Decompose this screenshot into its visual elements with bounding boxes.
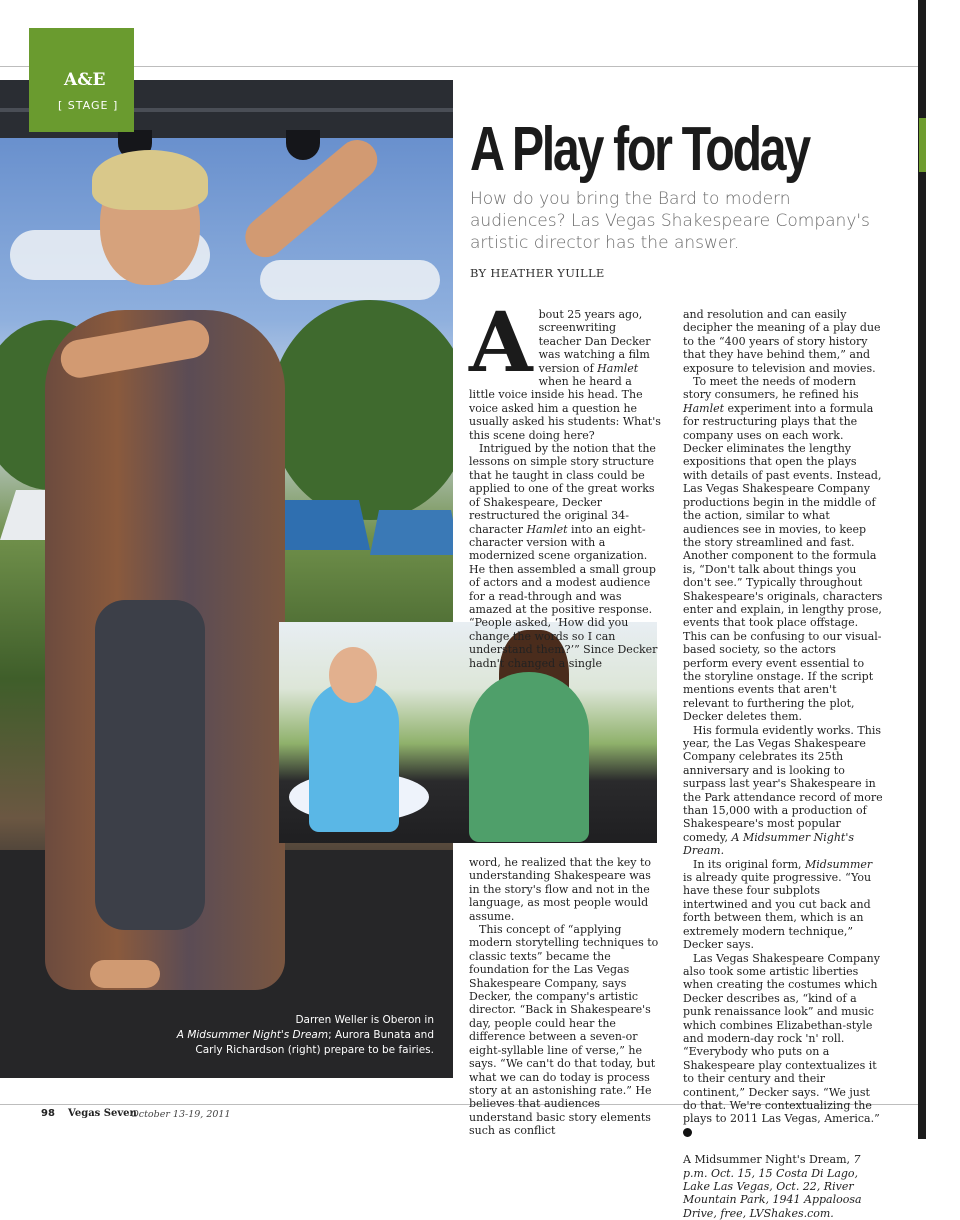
photo-tent — [370, 510, 453, 555]
article-column-1 — [469, 295, 661, 670]
article-column-1-continued — [469, 856, 661, 1138]
main-photo-oberon — [0, 80, 453, 1078]
top-rule — [0, 66, 918, 67]
drop-cap: A — [469, 295, 533, 391]
actor-hair — [92, 150, 208, 210]
article-paragraph: About 25 years ago, screenwriting teacher Dan Decker was watching a film version of Hamlet when he heard a little voice inside his head. The voice asked him a question he usually asked his students: What's this scene doing here? — [469, 295, 661, 442]
issue-date: October 13-19, 2011 — [131, 1109, 231, 1120]
article-paragraph: This concept of “applying modern storytelling techniques to classic texts” became the foundation for the Las Vegas Shakespeare Company, says Decker, the company's artistic director. “Back in Shakespeare's day, people could hear the difference between a seven-or eight-syllable line of verse,” he says. “We can't do that today, but what we can do today is process story at an astonishing rate.” He believes that audiences understand basic story elements such as conflict — [469, 923, 659, 1138]
stage-light — [286, 130, 320, 160]
section-name: A&E — [64, 70, 106, 90]
article-paragraph: word, he realized that the key to understanding Shakespeare was in the story's flow and not in the language, as most people would assume. — [469, 856, 652, 923]
photo-tree — [270, 300, 453, 520]
page-number: 98 — [41, 1108, 55, 1119]
magazine-name: Vegas Seven — [68, 1108, 137, 1119]
photo-caption: Darren Weller is Oberon in A Midsummer Night's Dream; Aurora Bunata and Carly Richardson (right) prepare to be fairies. — [176, 1014, 434, 1056]
article-paragraph: In its original form, Midsummer is already quite progressive. “You have these four subplots intertwined and you cut back and forth between them, which is an extremely modern technique,” Decker says. — [683, 857, 873, 952]
spine-accent — [919, 118, 926, 172]
photo-girl — [309, 682, 399, 832]
deck: How do you bring the Bard to modern audiences? Las Vegas Shakespeare Company's artistic director has the answer. — [470, 189, 870, 253]
event-info: A Midsummer Night's Dream, 7 p.m. Oct. 15, 15 Costa Di Lago, Lake Las Vegas, Oct. 22, River Mountain Park, 1941 Appaloosa Drive, free, LVShakes.com. — [683, 1153, 862, 1220]
byline: BY HEATHER YUILLE — [470, 266, 605, 280]
photo-girl-head — [329, 647, 377, 703]
article-paragraph: Intrigued by the notion that the lessons on simple story structure that he taught in class could be applied to one of the great works of Shakespeare, Decker restructured the original 34-character Hamlet into an eight-character version with a modernized scene organization. He then assembled a small group of actors and a modest audience for a read-through and was amazed at the positive response. “People asked, ‘How did you change the words so I can understand them?’” Since Decker hadn't changed a single — [469, 442, 658, 670]
photo-woman — [469, 672, 589, 842]
article-column-2 — [683, 308, 883, 1220]
end-mark-icon — [683, 1128, 692, 1137]
article-paragraph: To meet the needs of modern story consumers, he refined his Hamlet experiment into a formula for restructuring plays that the company uses on each work. Decker eliminates the lengthy expositions that open the plays with details of past events. Instead, Las Vegas Shakespeare Company productions begin in the middle of the action, similar to what audiences see in movies, to keep the story streamlined and fast. Another component to the formula is, “Don't talk about things you don't see.” Typically throughout Shakespeare's originals, characters enter and explain, in lengthy prose, events that took place offstage. This can be confusing to our visual-based society, so the actors perform every event essential to the storyline onstage. If the script mentions events that aren't relevant to furthering the plot, Decker deletes them. — [683, 375, 883, 724]
section-tag — [29, 28, 134, 132]
actor-pants — [95, 600, 205, 930]
actor-foot — [90, 960, 160, 988]
headline: A Play for Today — [470, 115, 809, 184]
subsection-name: [ STAGE ] — [58, 99, 119, 112]
article-paragraph: His formula evidently works. This year, the Las Vegas Shakespeare Company celebrates its 25th anniversary and is looking to surpass last year's Shakespeare in the Park attendance record of more than 15,000 with a production of Shakespeare's most popular comedy, A Midsummer Night's Dream. — [683, 723, 883, 858]
photo-cloud — [260, 260, 440, 300]
article-paragraph: Las Vegas Shakespeare Company also took some artistic liberties when creating the costumes which Decker describes as, “kind of a punk renaissance look” and music which combines Elizabethan-style and modern-day rock 'n' roll. “Everybody who puts on a Shakespeare play contextualizes it to their century and their continent,” Decker says. “We just do that. We're contextualizing the plays to 2011 Las Vegas, America.” — [683, 952, 883, 1140]
article-paragraph: and resolution and can easily decipher the meaning of a play due to the “400 years of story history that they have behind them,” and exposure to television and movies. — [683, 308, 881, 375]
